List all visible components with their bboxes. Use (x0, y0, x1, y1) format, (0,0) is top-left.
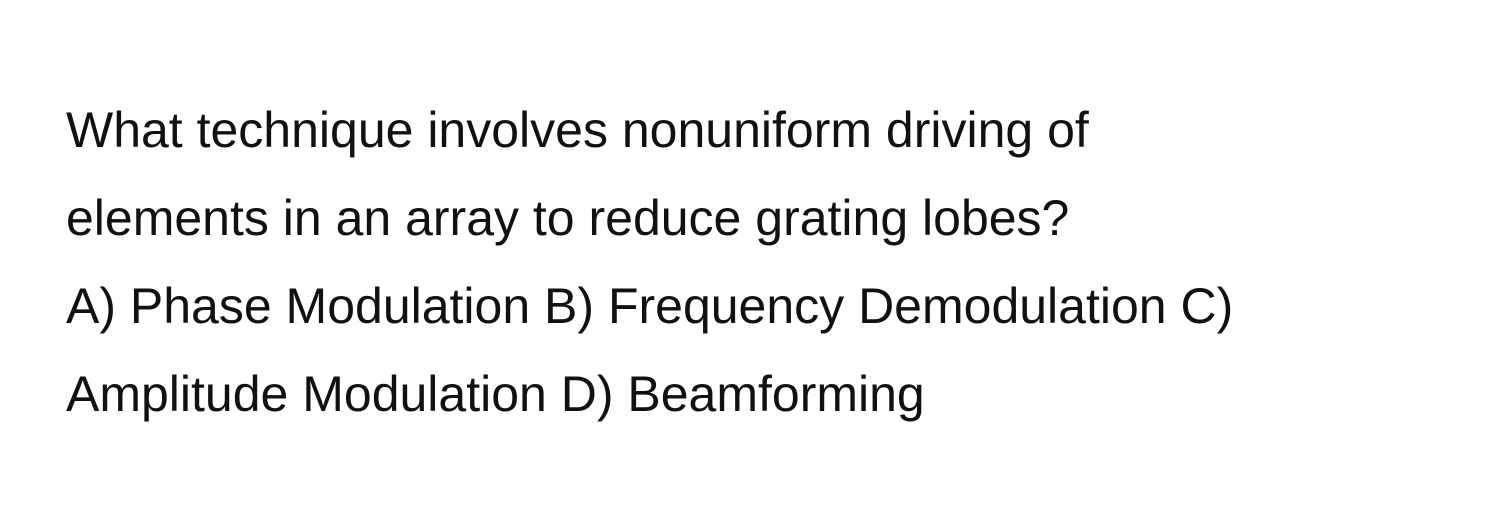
answer-options-line-1: A) Phase Modulation B) Frequency Demodulation C) (66, 278, 1234, 334)
answer-options-line-2: Amplitude Modulation D) Beamforming (66, 366, 925, 422)
question-line-2: elements in an array to reduce grating lobes? (66, 190, 1070, 246)
question-line-1: What technique involves nonuniform driving of (66, 102, 1089, 158)
question-text-block (66, 86, 1476, 438)
